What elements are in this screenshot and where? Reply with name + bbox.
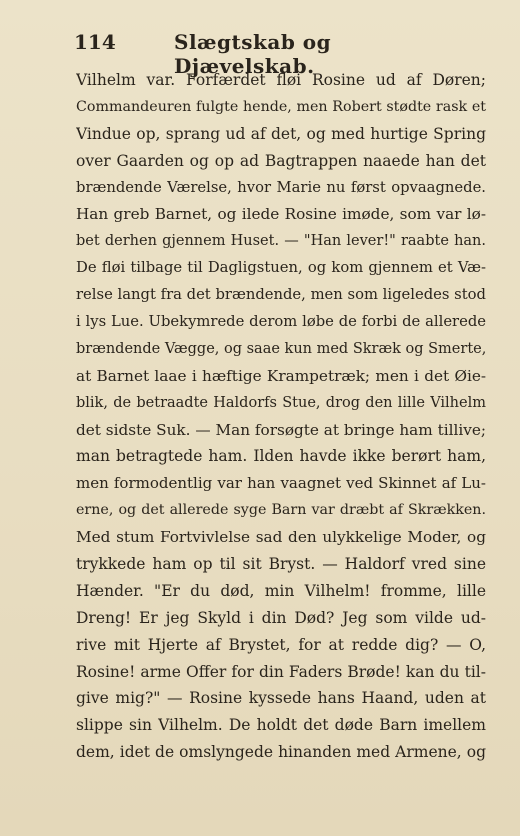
text-line: Rosine! arme Offer for din Faders Brøde! kan du til-: [76, 662, 486, 681]
text-line: Med stum Fortvivlelse sad den ulykkelige Moder, og: [76, 528, 486, 547]
text-line: brændende Værelse, hvor Marie nu først opvaagnede.: [76, 178, 486, 196]
text-line: blik, de betraadte Haldorfs Stue, drog den lille Vilhelm: [76, 394, 486, 411]
text-line: Vindue op, sprang ud af det, og med hurtige Spring: [76, 124, 486, 143]
text-line: trykkede ham op til sit Bryst. — Haldorf vred sine: [76, 555, 486, 574]
text-line: man betragtede ham. Ilden havde ikke berørt ham,: [76, 447, 486, 466]
text-line: slippe sin Vilhelm. De holdt det døde Barn imellem: [76, 716, 486, 735]
text-line: i lys Lue. Ubekymrede derom løbe de forbi de allerede: [76, 313, 486, 331]
text-line: at Barnet laae i hæftige Krampetræk; men i det Øie-: [76, 366, 486, 385]
text-line: det sidste Suk. — Man forsøgte at bringe ham tillive;: [76, 420, 486, 439]
text-line: dem, idet de omslyngede hinanden med Armene, og: [76, 743, 486, 762]
text-line: erne, og det allerede syge Barn var dræbt af Skrækken.: [76, 502, 486, 519]
running-head: Slægtskab og Djævelskab.: [174, 30, 332, 78]
text-line: brændende Vægge, og saae kun med Skræk og Smerte,: [76, 340, 486, 357]
text-line: Dreng! Er jeg Skyld i din Død? Jeg som vilde ud-: [76, 608, 486, 627]
text-line: give mig?" — Rosine kyssede hans Haand, uden at: [76, 689, 486, 708]
text-line: rive mit Hjerte af Brystet, for at redde dig? — O,: [76, 635, 486, 654]
text-line: relse langt fra det brændende, men som ligeledes stod: [76, 286, 486, 304]
page-header: [74, 30, 464, 78]
text-line: De fløi tilbage til Dagligstuen, og kom gjennem et Væ-: [76, 259, 486, 277]
text-line: Hænder. "Er du død, min Vilhelm! fromme, lille: [76, 581, 486, 600]
text-line: Commandeuren fulgte hende, men Robert stødte rask et: [76, 98, 486, 115]
page-number: 114: [74, 30, 116, 54]
text-line: men formodentlig var han vaagnet ved Skinnet af Lu-: [76, 474, 486, 493]
text-line: over Gaarden og op ad Bagtrappen naaede han det: [76, 151, 486, 170]
text-line: bet derhen gjennem Huset. — "Han lever!" raabte han.: [76, 233, 486, 250]
text-line: Vilhelm var. Forfærdet fløi Rosine ud af Døren;: [76, 71, 486, 89]
body-text: [76, 67, 486, 766]
text-line: Han greb Barnet, og ilede Rosine imøde, som var lø-: [76, 205, 486, 224]
